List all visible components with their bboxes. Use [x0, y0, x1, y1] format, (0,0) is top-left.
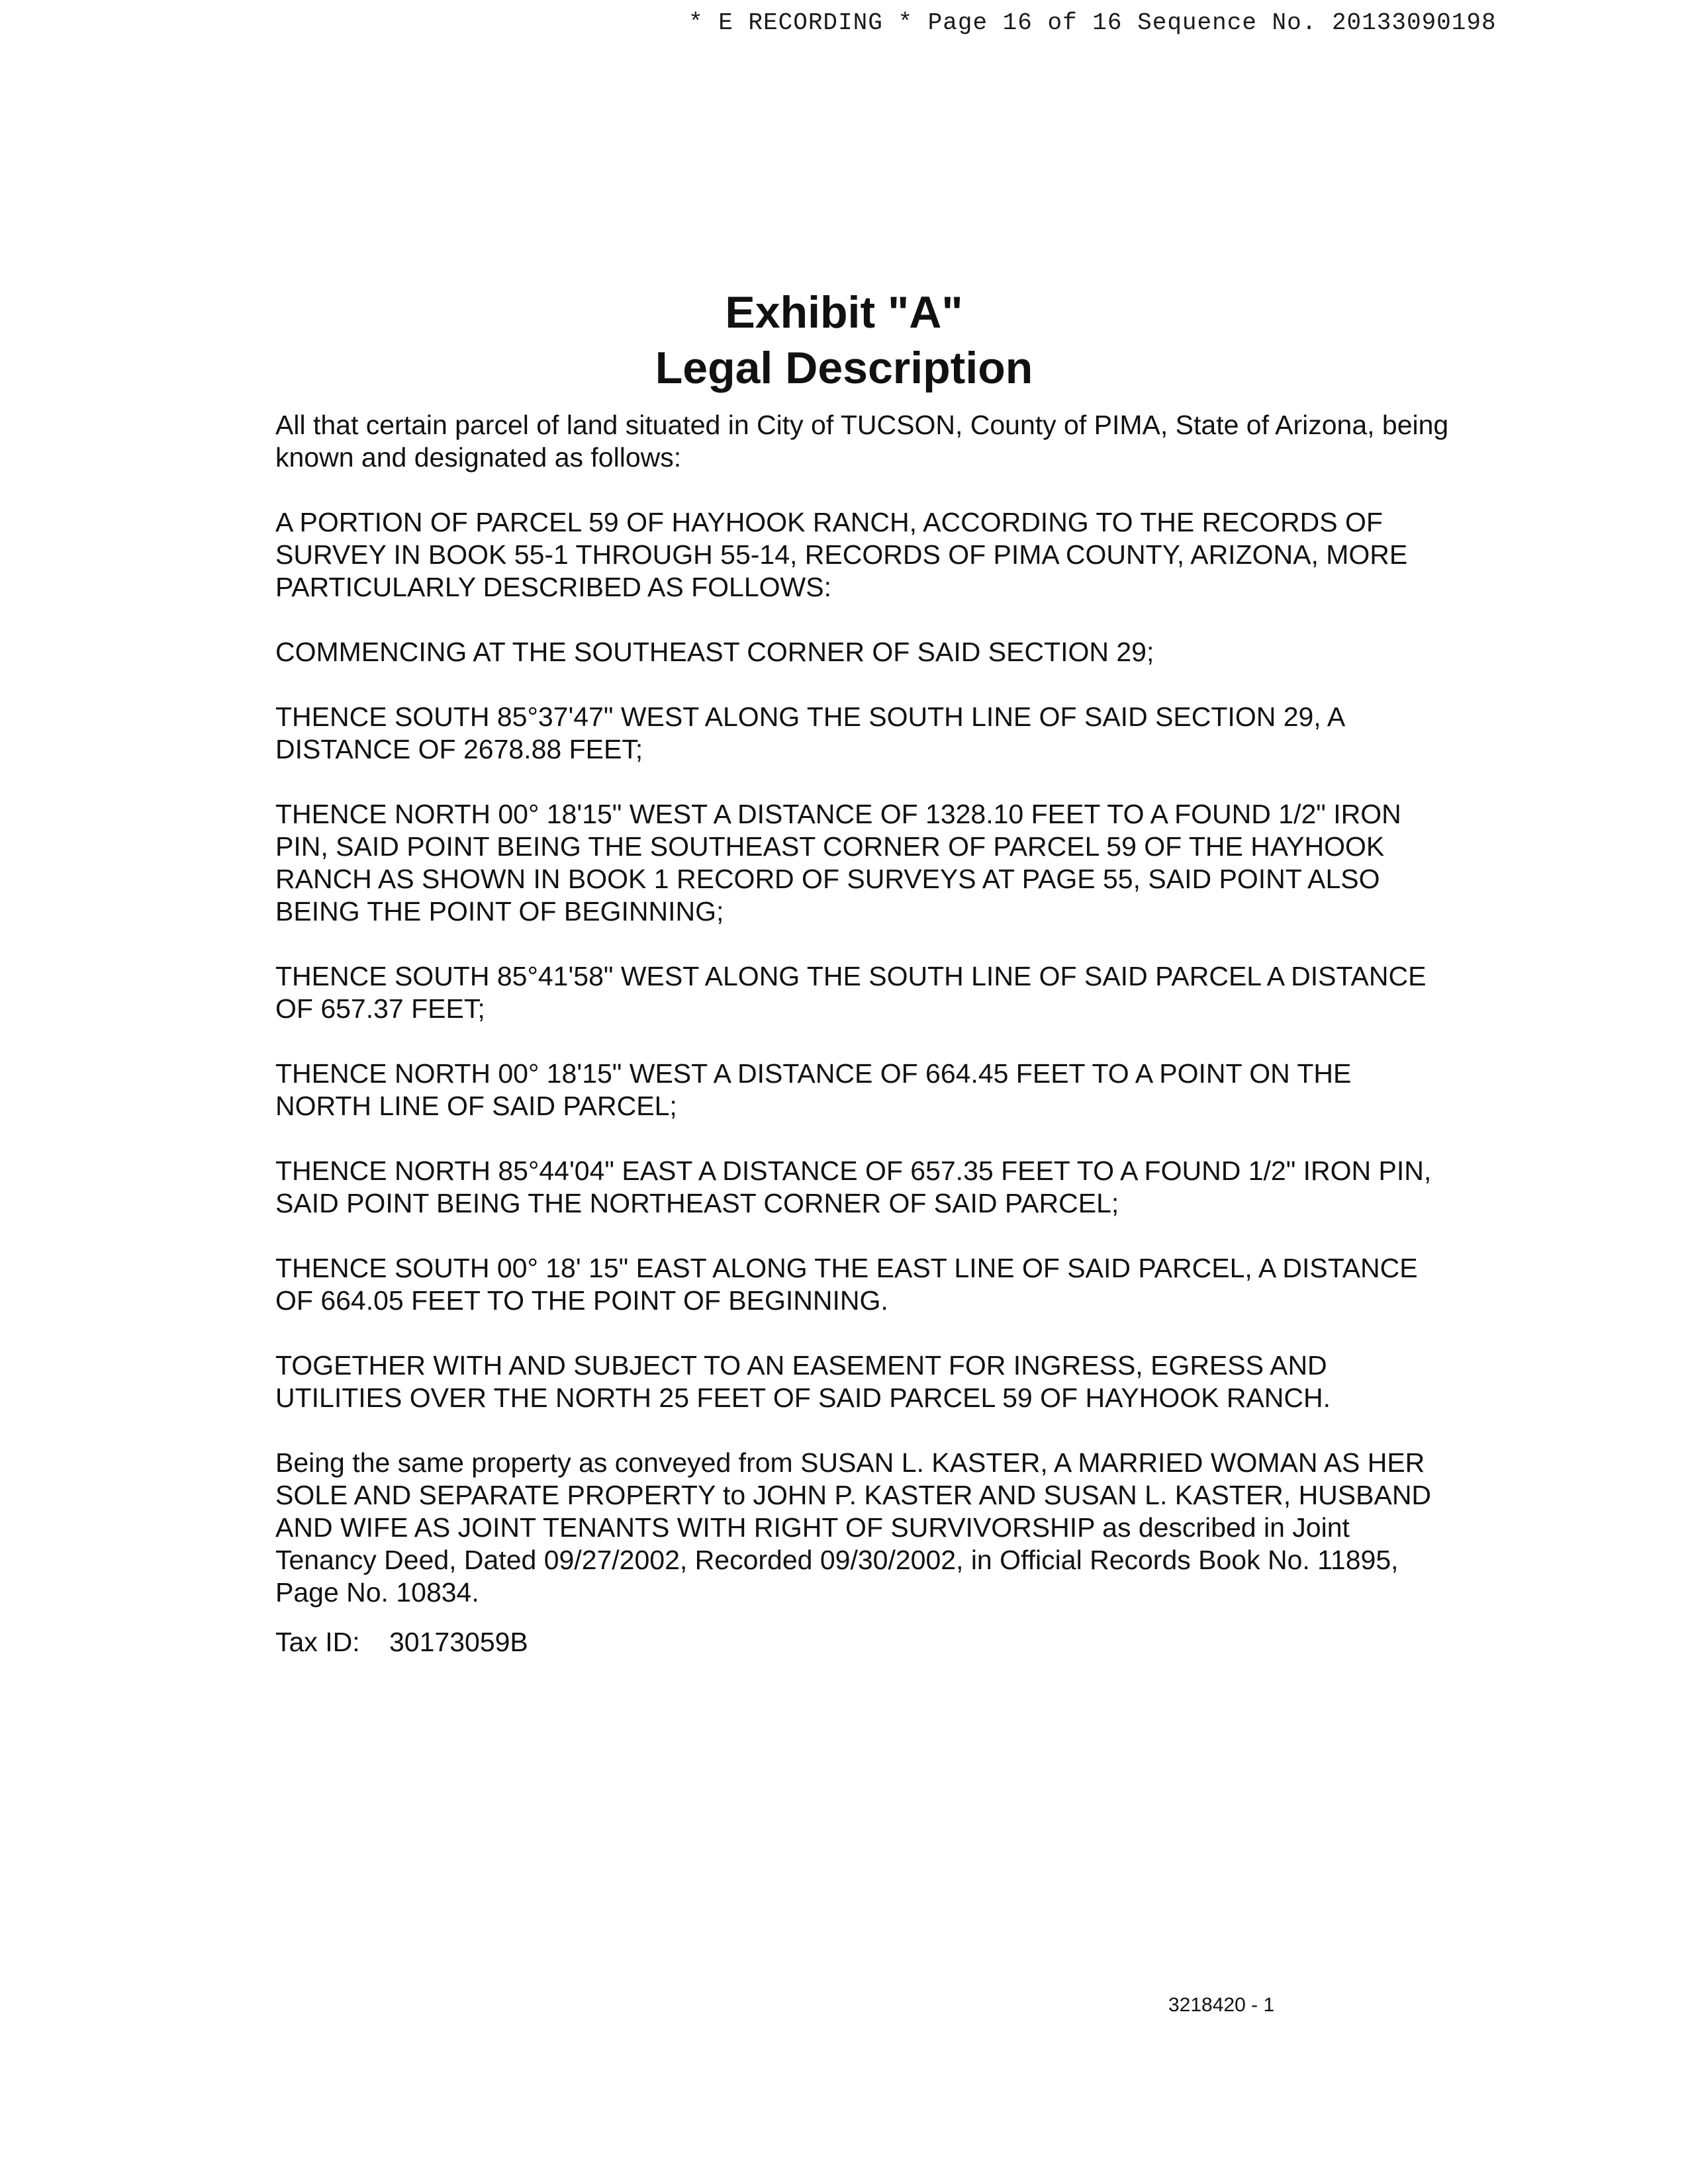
footer-reference: 3218420 - 1: [1168, 1994, 1275, 2016]
conveyance-paragraph: Being the same property as conveyed from SUSAN L. KASTER, A MARRIED WOMAN AS HER SOLE AND SEPARATE PROPERTY to JOHN P. KASTER AND SUSAN L. KASTER, HUSBAND AND WIFE AS JOINT TENANTS WITH RIGHT OF SURVIVORSHIP as described in Joint Tenancy Deed, Dated 09/27/2002, Recorded 09/30/2002, in Official Records Book No. 11895, Page No. 10834.: [275, 1447, 1432, 1608]
course-paragraph-2: THENCE NORTH 00° 18'15" WEST A DISTANCE OF 1328.10 FEET TO A FOUND 1/2" IRON PIN, SAID POINT BEING THE SOUTHEAST CORNER OF PARCEL 59 OF THE HAYHOOK RANCH AS SHOWN IN BOOK 1 RECORD OF SURVEYS AT PAGE 55, SAID POINT ALSO BEING THE POINT OF BEGINNING;: [275, 799, 1401, 927]
exhibit-title: Exhibit "A": [725, 287, 963, 338]
easement-paragraph: TOGETHER WITH AND SUBJECT TO AN EASEMENT FOR INGRESS, EGRESS AND UTILITIES OVER THE NORTH 25 FEET OF SAID PARCEL 59 OF HAYHOOK RANCH.: [275, 1350, 1331, 1413]
legal-description-heading: Legal Description: [655, 343, 1033, 393]
recording-header: * E RECORDING * Page 16 of 16 Sequence No. 20133090198: [688, 9, 1497, 36]
intro-paragraph: All that certain parcel of land situated in City of TUCSON, County of PIMA, State of Arizona, being known and designated as follows:: [275, 410, 1449, 473]
commencing-paragraph: COMMENCING AT THE SOUTHEAST CORNER OF SAID SECTION 29;: [275, 637, 1154, 667]
course-paragraph-6: THENCE SOUTH 00° 18' 15" EAST ALONG THE EAST LINE OF SAID PARCEL, A DISTANCE OF 664.05 FEET TO THE POINT OF BEGINNING.: [275, 1253, 1418, 1316]
tax-id-label: Tax ID:: [275, 1627, 360, 1657]
tax-id-row: [275, 1626, 1454, 1659]
parcel-paragraph: A PORTION OF PARCEL 59 OF HAYHOOK RANCH, ACCORDING TO THE RECORDS OF SURVEY IN BOOK 55-1 THROUGH 55-14, RECORDS OF PIMA COUNTY, ARIZONA, MORE PARTICULARLY DESCRIBED AS FOLLOWS:: [275, 507, 1408, 602]
tax-id-value: 30173059B: [389, 1627, 528, 1657]
course-paragraph-1: THENCE SOUTH 85°37'47" WEST ALONG THE SOUTH LINE OF SAID SECTION 29, A DISTANCE OF 2678.88 FEET;: [275, 702, 1344, 764]
legal-description-body: [275, 409, 1454, 1659]
exhibit-title-block: [0, 285, 1688, 396]
course-paragraph-4: THENCE NORTH 00° 18'15" WEST A DISTANCE OF 664.45 FEET TO A POINT ON THE NORTH LINE OF SAID PARCEL;: [275, 1058, 1352, 1121]
course-paragraph-3: THENCE SOUTH 85°41'58" WEST ALONG THE SOUTH LINE OF SAID PARCEL A DISTANCE OF 657.37 FEET;: [275, 961, 1427, 1024]
course-paragraph-5: THENCE NORTH 85°44'04" EAST A DISTANCE OF 657.35 FEET TO A FOUND 1/2" IRON PIN, SAID POINT BEING THE NORTHEAST CORNER OF SAID PARCEL;: [275, 1156, 1432, 1218]
